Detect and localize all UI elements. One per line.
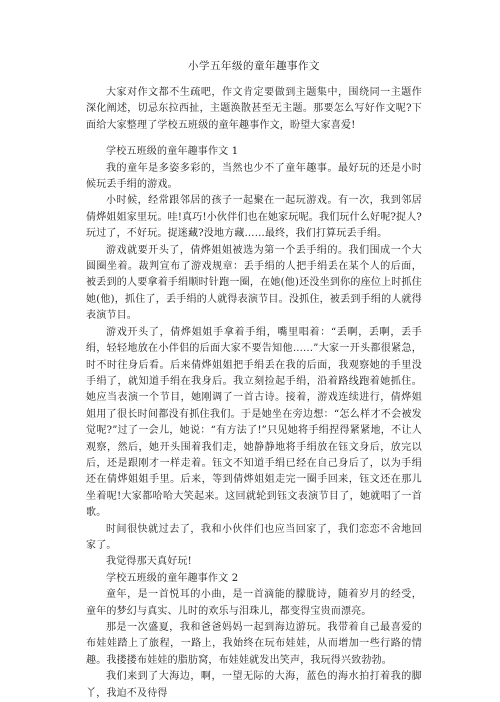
spacer [86,134,422,144]
paragraph: 我的童年是多姿多彩的，当然也少不了童年趣事。最好玩的还是小时候玩丢手绢的游戏。 [86,162,422,191]
intro-paragraph: 大家对作文都不生疏吧，作文肯定要做到主题集中，围绕同一主题作深化阐述，切忌东拉西扯，主题涣散甚至无主题。那要怎么写好作文呢?下面给大家整理了学校五班级的童年趣事作文，盼望大家喜爱! [86,87,422,131]
paragraph: 童年，是一首悦耳的小曲，是一首滴能的朦胧诗，随着岁月的经受，童年的梦幻与真实、儿时的欢乐与泪珠儿，都变得宝贵而漂亮。 [86,589,422,617]
document-title: 小学五年级的童年趣事作文 [188,60,320,72]
paragraph: 小时候，经常跟邻居的孩子一起聚在一起玩游戏。有一次，我到邻居倩烨姐姐家里玩。哇!真巧!小伙伴们也在她家玩呢。我们玩什么好呢?捉人?玩过了，不好玩。捉迷藏?没地方藏……最终，我们打算玩丢手绢。 [86,195,422,240]
paragraph: 时间很快就过去了，我和小伙伴们也应当回家了，我们恋恋不舍地回家了。 [86,523,422,551]
paragraph: 游戏开头了，倩烨姐姐手拿着手绢，嘴里唱着：“丢啊，丢啊，丢手绢，轻轻地放在小伴侣的后面大家不要告知他……”大家一开头都很紧急，时不时往身后看。后来倩烨姐姐把手绢丢在我的后面，我观察她的手里没手绢了，就知道手绢在我身后。我立刻捡起手绢，沿着路线跑着她抓住。她应当表演一个节目，她刚调了一首古诗。接着，游戏连续进行，倩烨姐姐用了很长时间都没有抓住我们。于是她坐在旁边想：“怎么样才不会被发觉呢?”过了一会儿，她说：“有方法了!”只见她将手绢捏得紧紧地，不让人观察，然后，她开头围着我们走，她静静地将手绢放在钰文身后，放完以后，还是跟刚才一样走着。钰文不知道手绢已经在自己身后了，以为手绢还在倩烨姐姐手里。后来，等到倩烨姐姐走完一圈手回来，钰文还在那儿坐着呢!大家都哈哈大笑起来。这回就轮到钰文表演节目了，她就唱了一首歌。 [86,326,422,519]
paragraph: 我觉得那天真好玩! [106,556,192,568]
section-2-heading: 学校五班级的童年趣事作文 2 [106,572,239,584]
paragraph: 我们来到了大海边，啊，一望无际的大海，蓝色的海水拍打着我的脚丫，我迫不及待得 [86,671,422,699]
section-1-heading: 学校五班级的童年趣事作文 1 [106,146,239,158]
paragraph: 游戏就要开头了，倩烨姐姐被选为第一个丢手绢的。我们围成一个大圆圈坐着。裁判宣布了游戏规章：丢手绢的人把手绢丢在某个人的后面，被丢到的人要拿着手绢顺时针跑一圈，在她(他)还没坐到你的座位上时抓住她(他)，抓住了，丢手绢的人就得表演节目。没抓住，被丢到手绢的人就得表演节目。 [86,244,422,322]
paragraph: 那是一次盛夏，我和爸爸妈妈一起到海边游玩。我带着自己最喜爱的布娃娃踏上了旅程，一路上，我始终在玩布娃娃，从而增加一些行路的情趣。我搂搂布娃娃的脂肪窝，布娃娃就发出笑声，我玩得兴致勃勃。 [86,622,422,666]
